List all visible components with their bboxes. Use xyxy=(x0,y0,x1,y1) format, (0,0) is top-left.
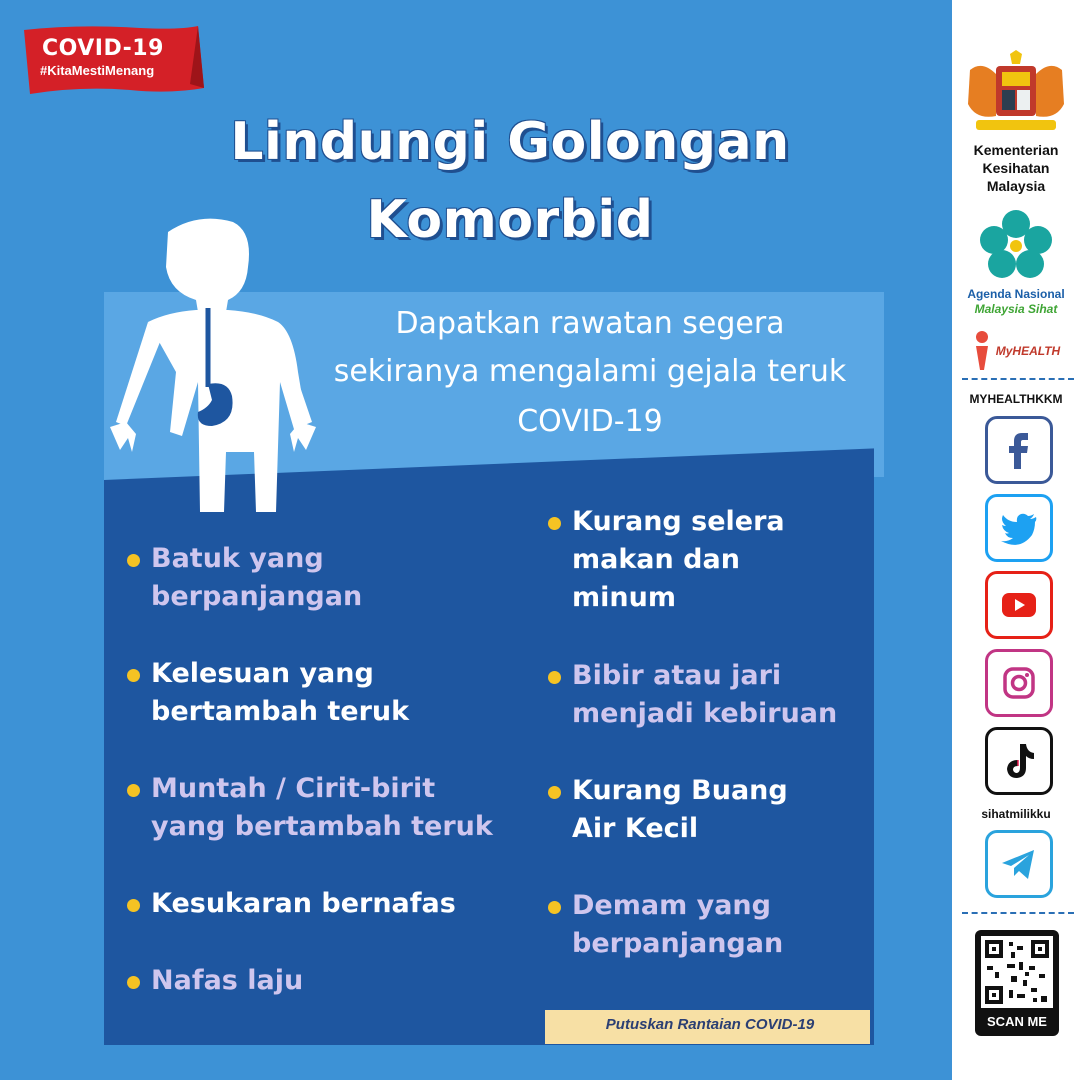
bullet-dot xyxy=(548,901,561,914)
facebook-button[interactable] xyxy=(985,416,1053,484)
covid-banner-hashtag: #KitaMestiMenang xyxy=(40,63,155,78)
symptom-item xyxy=(572,503,785,617)
symptom-item xyxy=(151,885,456,923)
tiktok-button[interactable] xyxy=(985,727,1053,795)
bullet-dot xyxy=(127,784,140,797)
symptom-item xyxy=(151,655,409,731)
ministry-name-line1: Kementerian xyxy=(973,142,1059,158)
bullet-dot xyxy=(548,517,561,530)
youtube-icon xyxy=(988,574,1050,636)
bullet-dot xyxy=(127,554,140,567)
symptom-text: Air Kecil xyxy=(572,813,699,844)
symptom-text: minum xyxy=(572,582,676,613)
tiktok-handle: sihatmilikku xyxy=(981,807,1051,821)
bullet-dot xyxy=(127,899,140,912)
agenda-subtitle: Malaysia Sihat xyxy=(974,302,1058,316)
symptom-text: Demam yang xyxy=(572,890,771,921)
symptom-text: berpanjangan xyxy=(151,581,363,612)
symptom-item xyxy=(151,540,362,616)
symptom-text: Bibir atau jari xyxy=(572,660,782,691)
bullet-dot xyxy=(548,786,561,799)
myhealth-handle: MYHEALTHKKM xyxy=(969,392,1063,406)
symptom-text: menjadi kebiruan xyxy=(572,698,838,729)
agenda-title: Agenda Nasional xyxy=(967,287,1065,301)
qr-code-frame[interactable] xyxy=(975,930,1059,1036)
ministry-name-line2: Kesihatan xyxy=(982,160,1050,176)
hibiscus-logo-icon xyxy=(978,210,1054,282)
symptom-text: Kesukaran bernafas xyxy=(151,888,456,919)
myhealth-logo-text: MyHEALTH xyxy=(995,344,1061,358)
instagram-icon xyxy=(988,652,1050,714)
symptom-text: Kelesuan yang xyxy=(151,658,374,689)
youtube-button[interactable] xyxy=(985,571,1053,639)
telegram-button[interactable] xyxy=(985,830,1053,898)
twitter-icon xyxy=(988,497,1050,559)
symptom-text: makan dan xyxy=(572,544,740,575)
symptom-text: bertambah teruk xyxy=(151,696,410,727)
divider xyxy=(962,912,1074,914)
subtitle-line1: Dapatkan rawatan segera xyxy=(395,306,785,341)
symptom-text: Batuk yang xyxy=(151,543,324,574)
page-title-line1: Lindungi Golongan xyxy=(230,112,790,172)
symptom-item xyxy=(151,770,493,846)
symptom-text: Muntah / Cirit-birit xyxy=(151,773,436,804)
symptom-text: Nafas laju xyxy=(151,965,304,996)
symptom-text: Kurang selera xyxy=(572,506,785,537)
symptom-text: Kurang Buang xyxy=(572,775,788,806)
symptom-text: berpanjangan xyxy=(572,928,784,959)
subtitle-line2: sekiranya mengalami gejala teruk xyxy=(333,354,847,389)
symptom-item xyxy=(572,887,783,963)
symptom-item xyxy=(151,962,303,1000)
footer-slogan: Putuskan Rantaian COVID-19 xyxy=(605,1016,815,1033)
telegram-icon xyxy=(988,833,1050,895)
scan-me-label: SCAN ME xyxy=(987,1014,1047,1029)
page-title-line2: Komorbid xyxy=(366,190,654,250)
twitter-button[interactable] xyxy=(985,494,1053,562)
ministry-name-line3: Malaysia xyxy=(986,178,1046,194)
symptom-item xyxy=(572,772,788,848)
qr-code-icon xyxy=(981,936,1053,1008)
symptom-item xyxy=(572,657,837,733)
bullet-dot xyxy=(127,669,140,682)
subtitle-line3: COVID-19 xyxy=(517,404,663,439)
bullet-dot xyxy=(127,976,140,989)
facebook-icon xyxy=(988,419,1050,481)
covid-banner-title: COVID-19 xyxy=(42,36,164,61)
coat-of-arms-icon xyxy=(962,50,1070,136)
tiktok-icon xyxy=(988,730,1050,792)
symptom-text: yang bertambah teruk xyxy=(151,811,493,842)
instagram-button[interactable] xyxy=(985,649,1053,717)
bullet-dot xyxy=(548,671,561,684)
divider xyxy=(962,378,1074,380)
